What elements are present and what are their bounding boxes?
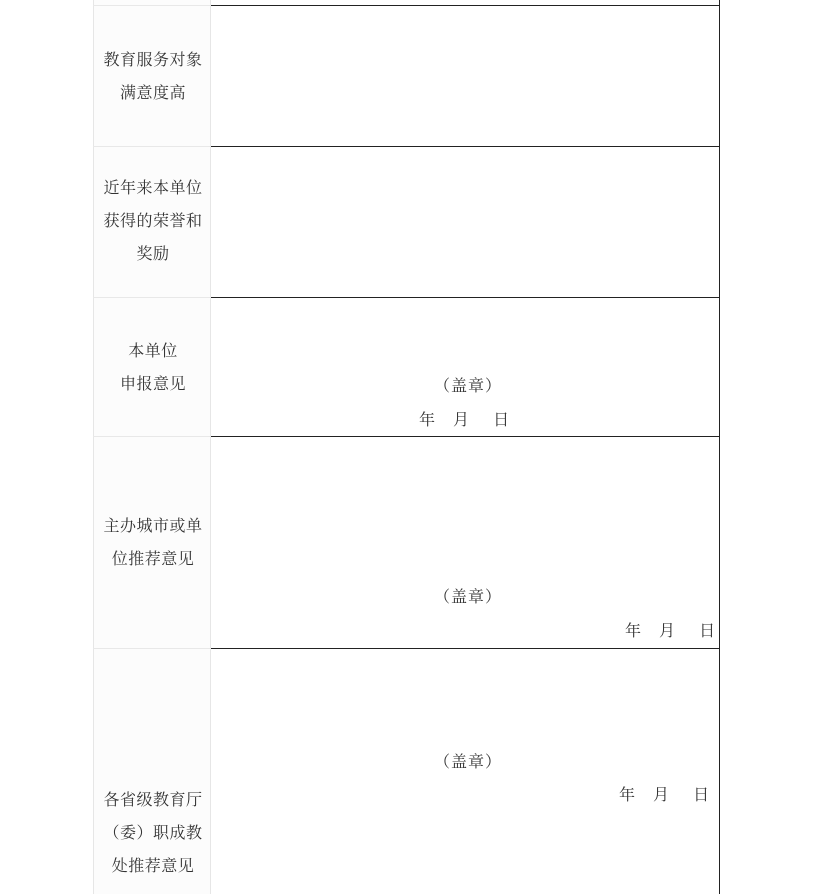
- stamp-label: （盖章）: [434, 587, 503, 606]
- row-label: [94, 43, 212, 109]
- row-label-line: 处推荐意见: [111, 856, 195, 875]
- row-label-line: 主办城市或单: [103, 516, 203, 535]
- stamp-label: （盖章）: [434, 752, 503, 771]
- row-label: [94, 783, 212, 882]
- row-label: [94, 334, 212, 400]
- stamp-label: （盖章）: [434, 376, 503, 395]
- label-divider: [93, 5, 211, 6]
- row-value-cell[interactable]: [211, 297, 720, 437]
- row-border: [211, 146, 720, 147]
- row-border: [211, 436, 720, 437]
- row-value-cell[interactable]: [211, 648, 720, 894]
- table-row-province-recommendation: [93, 648, 720, 894]
- row-label-line: 各省级教育厅: [103, 790, 203, 809]
- row-border: [211, 297, 720, 298]
- row-label-line: 位推荐意见: [111, 549, 195, 568]
- date-label: 年 月 日: [619, 785, 711, 804]
- table-row-service-satisfaction: [93, 5, 720, 147]
- row-value-cell[interactable]: [211, 5, 720, 147]
- row-label-cell: [93, 297, 211, 437]
- row-label-line: 教育服务对象: [103, 50, 203, 69]
- row-value-cell[interactable]: [211, 146, 720, 298]
- label-divider: [93, 436, 211, 437]
- label-divider: [93, 146, 211, 147]
- row-label-line: 满意度高: [119, 83, 186, 102]
- row-label-line: 近年来本单位: [103, 178, 203, 197]
- label-divider: [93, 648, 211, 649]
- row-label-cell: [93, 146, 211, 298]
- row-label-cell: [93, 648, 211, 894]
- row-label-cell: [93, 436, 211, 649]
- form-table: [93, 0, 720, 894]
- row-label-line: 获得的荣誉和: [103, 211, 203, 230]
- row-label-line: 奖励: [136, 244, 170, 263]
- row-label-line: 本单位: [128, 341, 178, 360]
- date-label: 年 月 日: [625, 621, 717, 640]
- label-divider: [93, 297, 211, 298]
- row-value-cell[interactable]: [211, 436, 720, 649]
- row-label: [94, 171, 212, 270]
- table-row-unit-opinion: [93, 297, 720, 437]
- row-label-line: 申报意见: [119, 374, 186, 393]
- row-label-line: （委）职成教: [103, 823, 203, 842]
- date-label: 年 月 日: [419, 410, 511, 429]
- row-label: [94, 509, 212, 575]
- table-row-honors: [93, 146, 720, 298]
- table-row-city-recommendation: [93, 436, 720, 649]
- row-label-cell: [93, 5, 211, 147]
- row-border: [211, 5, 720, 6]
- row-border: [211, 648, 720, 649]
